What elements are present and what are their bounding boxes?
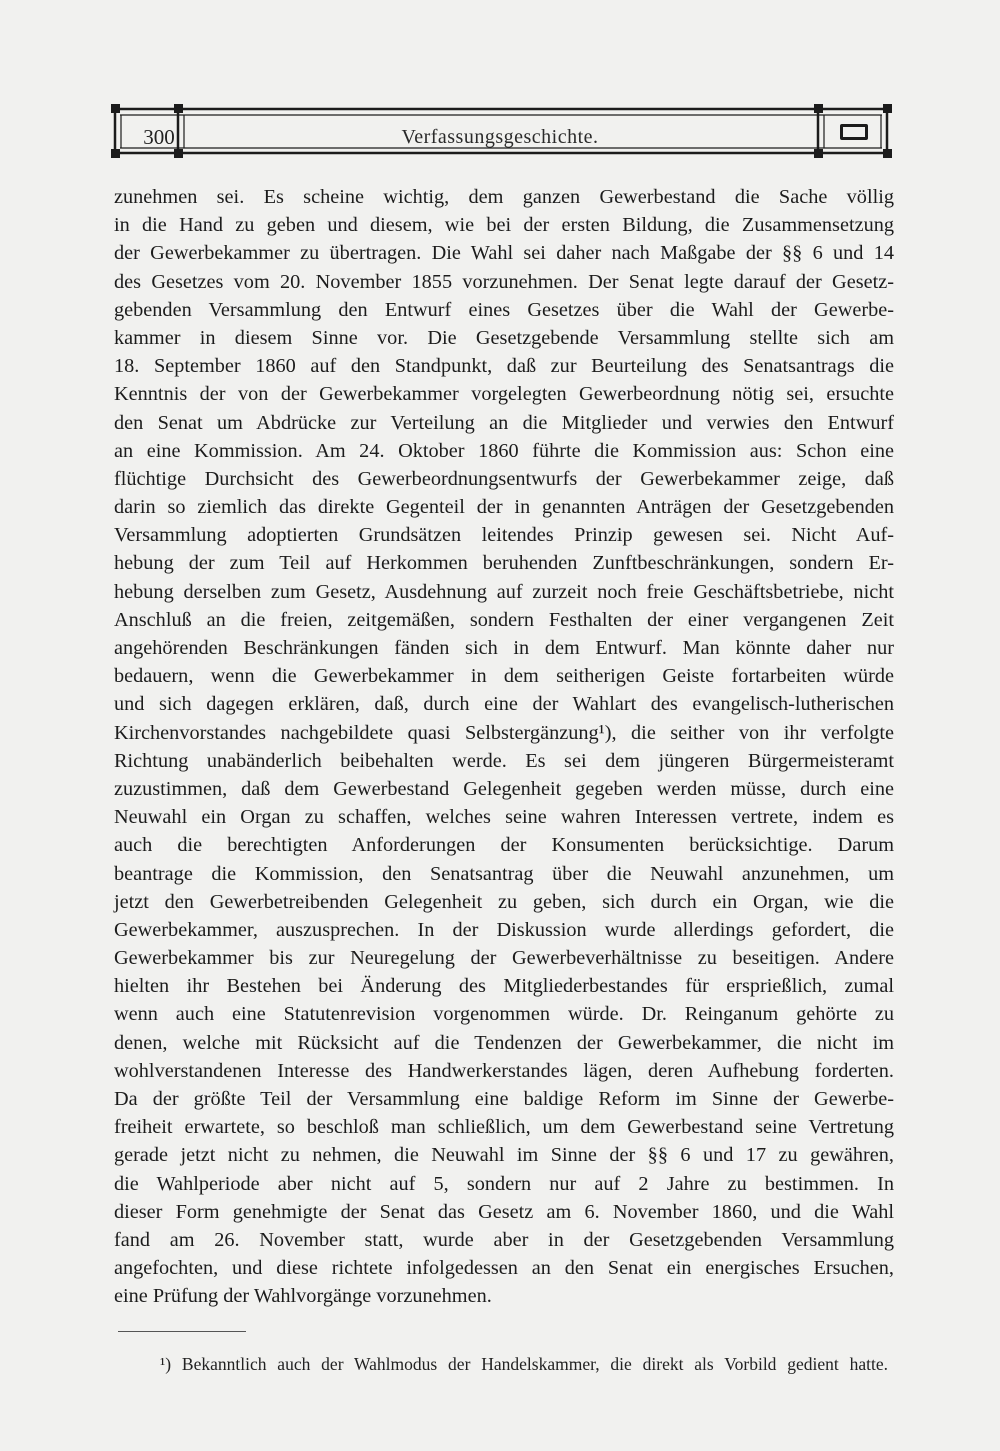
text-line: gebenden Versammlung den Entwurf eines Gesetzes über die Wahl der Gewerbe- xyxy=(114,298,894,321)
text-line: Kenntnis der von der Gewerbekammer vorgelegten Gewerbeordnung nötig sei, ersuchte xyxy=(114,383,894,406)
text-line: freiheit erwartete, so beschloß man schließlich, um dem Gewerbestand seine Vertretung xyxy=(114,1116,894,1139)
text-line: Anschluß an die freien, zeitgemäßen, sondern Festhalten der einer vergangenen Zeit xyxy=(114,608,894,631)
text-line: die Wahlperiode aber nicht auf 5, sondern nur auf 2 Jahre zu bestimmen. In xyxy=(114,1172,894,1195)
text-line: Versammlung adoptierten Grundsätzen leitendes Prinzip gewesen sei. Nicht Auf- xyxy=(114,524,894,547)
text-line: Gewerbekammer bis zur Neuregelung der Gewerbeverhältnisse zu beseitigen. Andere xyxy=(114,947,894,970)
text-line: in die Hand zu geben und diesem, wie bei der ersten Bildung, die Zusammensetzung xyxy=(114,214,894,237)
body-text xyxy=(114,183,894,1311)
text-line: den Senat um Abdrücke zur Verteilung an die Mitglieder und verwies den Entwurf xyxy=(114,411,894,434)
text-line: kammer in diesem Sinne vor. Die Gesetzgebende Versammlung stellte sich am xyxy=(114,326,894,349)
text-line: eine Prüfung der Wahlvorgänge vorzunehmen. xyxy=(114,1285,492,1308)
text-line: jetzt den Gewerbetreibenden Gelegenheit zu geben, sich durch ein Organ, wie die xyxy=(114,890,894,913)
text-line: Neuwahl ein Organ zu schaffen, welches seine wahren Interessen vertrete, indem es xyxy=(114,806,894,829)
text-line: dieser Form genehmigte der Senat das Gesetz am 6. November 1860, und die Wahl xyxy=(114,1200,894,1223)
text-line: darin so ziemlich das direkte Gegenteil der in genannten Anträgen der Gesetzgebenden xyxy=(114,496,894,519)
page-number: 300 xyxy=(143,125,175,149)
page-header xyxy=(110,100,892,162)
text-line: hebung der zum Teil auf Herkommen beruhenden Zunftbeschränkungen, sondern Er- xyxy=(114,552,894,575)
text-line: bedauern, wenn die Gewerbekammer in dem seitherigen Geiste fortarbeiten würde xyxy=(114,665,894,688)
text-line: gerade jetzt nicht zu nehmen, die Neuwahl im Sinne der §§ 6 und 17 zu gewähren, xyxy=(114,1144,894,1167)
text-line: zunehmen sei. Es scheine wichtig, dem ganzen Gewerbestand die Sache völlig xyxy=(114,186,894,208)
text-line: flüchtige Durchsicht des Gewerbeordnungsentwurfs der Gewerbekammer zeige, daß xyxy=(114,467,894,490)
text-line: Da der größte Teil der Versammlung eine baldige Reform im Sinne der Gewerbe- xyxy=(114,1088,894,1110)
text-line: wenn auch eine Statutenrevision vorgenommen würde. Dr. Reinganum gehörte zu xyxy=(114,1003,894,1026)
header-box-icon xyxy=(840,124,868,140)
text-line: und sich dagegen erklären, daß, durch eine der Wahlart des evangelisch-lutherischen xyxy=(114,693,894,716)
text-line: beantrage die Kommission, den Senatsantrag über die Neuwahl anzunehmen, um xyxy=(114,862,894,885)
text-line: angefochten, und diese richtete infolgedessen an den Senat ein energisches Ersuchen, xyxy=(114,1257,894,1280)
text-line: denen, welche mit Rücksicht auf die Tendenzen der Gewerbekammer, die nicht im xyxy=(114,1031,894,1054)
text-line: zuzustimmen, daß dem Gewerbestand Gelegenheit gegeben werden müsse, durch eine xyxy=(114,777,894,800)
text-line: auch die berechtigten Anforderungen der Konsumenten berücksichtige. Darum xyxy=(114,834,894,857)
text-line: Richtung unabänderlich beibehalten werde. Es sei dem jüngeren Bürgermeisteramt xyxy=(114,749,894,772)
text-line: hielten ihr Bestehen bei Änderung des Mitgliederbestandes für ersprießlich, zumal xyxy=(114,975,894,998)
text-line: 18. September 1860 auf den Standpunkt, daß zur Beurteilung des Senatsantrags die xyxy=(114,355,894,378)
text-line: an eine Kommission. Am 24. Oktober 1860 führte die Kommission aus: Schon eine xyxy=(114,439,894,462)
text-line: Kirchenvorstandes nachgebildete quasi Selbstergänzung¹), die seither von ihr verfolgte xyxy=(114,721,894,744)
footnote-divider xyxy=(118,1331,246,1332)
text-line: angehörenden Beschränkungen fänden sich in dem Entwurf. Man könnte daher nur xyxy=(114,637,894,659)
text-line: wohlverstandenen Interesse des Handwerkerstandes lägen, deren Aufhebung forderten. xyxy=(114,1059,894,1082)
text-line: der Gewerbekammer zu übertragen. Die Wahl sei daher nach Maßgabe der §§ 6 und 14 xyxy=(114,242,894,265)
running-title: Verfassungsgeschichte. xyxy=(401,126,599,148)
text-line: Gewerbekammer, auszusprechen. In der Diskussion wurde allerdings gefordert, die xyxy=(114,918,894,941)
text-line: fand am 26. November statt, wurde aber in der Gesetzgebenden Versammlung xyxy=(114,1228,894,1251)
footnote: ¹) Bekanntlich auch der Wahlmodus der Handelskammer, die direkt als Vorbild gedient hatte. xyxy=(160,1354,888,1374)
text-line: des Gesetzes vom 20. November 1855 vorzunehmen. Der Senat legte darauf der Gesetz- xyxy=(114,270,894,293)
text-line: hebung derselben zum Gesetz, Ausdehnung auf zurzeit noch freie Geschäftsbetriebe, nicht xyxy=(114,580,894,603)
